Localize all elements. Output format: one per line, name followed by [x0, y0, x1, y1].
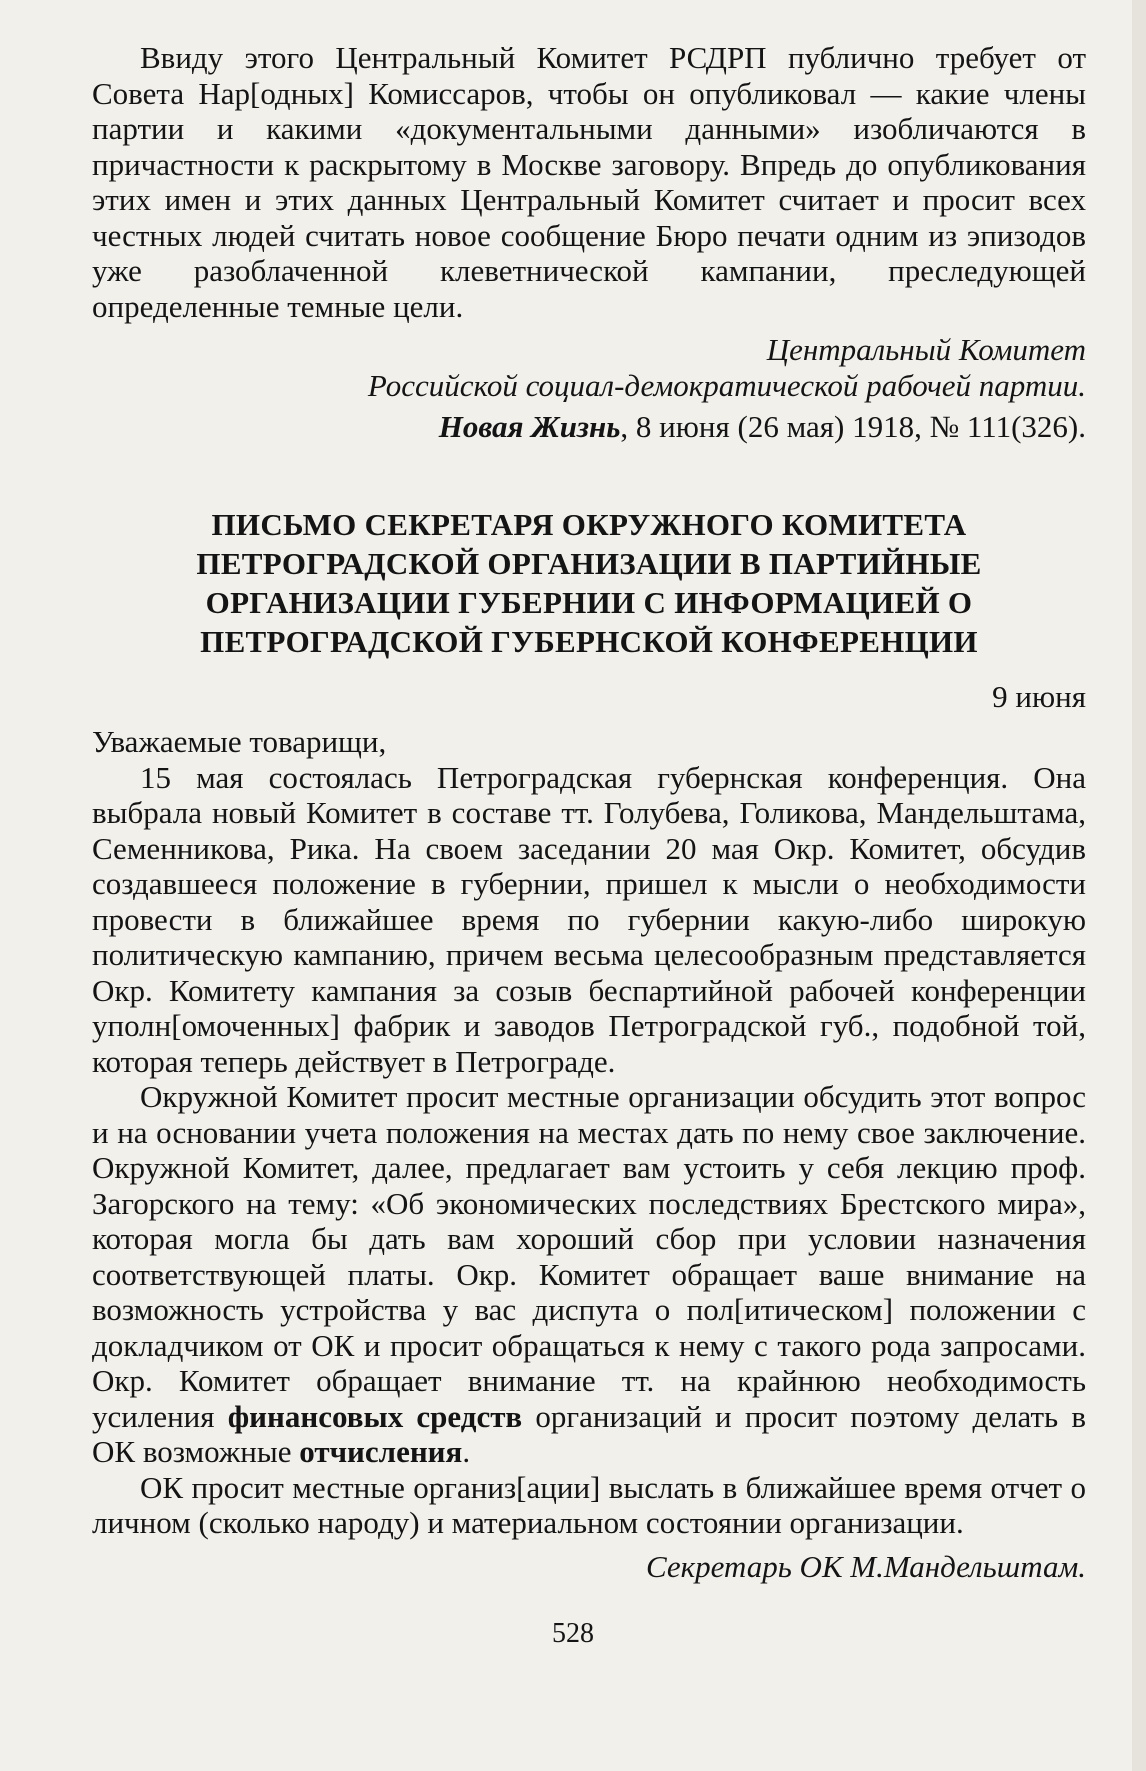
page-edge	[1132, 0, 1146, 1771]
source-citation	[92, 409, 1086, 445]
paragraph-requests-text-b: организаций и просит поэтому делать в ОК возможные	[92, 1398, 1086, 1469]
newspaper-name: Новая Жизнь	[438, 409, 621, 444]
paragraph-conference: 15 мая состоялась Петроградская губернская конференция. Она выбрала новый Комитет в составе тт. Голубева, Голикова, Мандельштама, Семенникова, Рика. На своем заседании 20 мая Окр. Комитет, обсудив создавшееся положение в губернии, пришел к мысли о необходимости провести в ближайшее время по губернии какую-либо широкую политическую кампанию, причем весьма целесообразным представляется Окр. Комитету кампания за созыв беспартийной рабочей конференции уполн[омоченных] фабрик и заводов Петроградской губ., подобной той, которая теперь действует в Петрограде.	[92, 759, 1086, 1079]
signature-central-committee: Центральный Комитет	[766, 332, 1086, 367]
paragraph-requests-text-c: .	[462, 1434, 471, 1469]
page-number: 528	[552, 1618, 594, 1649]
paragraph-requests-text-a: Окружной Комитет просит местные организации обсудить этот вопрос и на основании учета положения на местах дать по нему свое заключение. Окружной Комитет, далее, предлагает вам устоить у себя лекцию проф. Загорского на тему: «Об экономических последствиях Брестского мира», которая могла бы дать вам хороший сбор при условии назначения соответствующей платы. Окр. Комитет обращает ваше внимание на возможность устройства у вас диспута о пол[итическом] положении с докладчиком от ОК и просит обращаться к нему с такого рода запросами. Окр. Комитет обращает внимание тт. на крайнюю необходимость усиления	[92, 1079, 1086, 1434]
paragraph-requests	[92, 1079, 1086, 1470]
signature-party: Российской социал-демократической рабочей партии.	[367, 367, 1086, 403]
source-details: , 8 июня (26 мая) 1918, № 111(326).	[620, 409, 1086, 444]
bold-financial-means: финансовых средств	[227, 1398, 523, 1434]
signature-secretary: Секретарь ОК М.Мандельштам.	[645, 1548, 1086, 1584]
letter-greeting: Уважаемые товарищи,	[92, 724, 387, 759]
letter-date: 9 июня	[992, 678, 1086, 714]
paragraph-intro: Ввиду этого Центральный Комитет РСДРП публично требует от Совета Нар[одных] Комиссаров, чтобы он опубликовал — какие члены партии и какими «документальными данными» изобличаются в причастности к раскрытому в Москве заговору. Впредь до опубликования этих имен и этих данных Центральный Комитет считает и просит всех честных людей считать новое сообщение Бюро печати одним из эпизодов уже разоблаченной клеветнической кампании, преследующей определенные темные цели.	[92, 40, 1086, 324]
letter-title: ПИСЬМО СЕКРЕТАРЯ ОКРУЖНОГО КОМИТЕТА ПЕТРОГРАДСКОЙ ОРГАНИЗАЦИИ В ПАРТИЙНЫЕ ОРГАНИЗАЦИИ ГУБЕРНИИ С ИНФОРМАЦИЕЙ О ПЕТРОГРАДСКОЙ ГУБЕРНСКОЙ КОНФЕРЕНЦИИ	[196, 506, 982, 659]
bold-deductions: отчисления	[299, 1434, 463, 1469]
paragraph-report-request: ОК просит местные организ[ации] выслать в ближайшее время отчет о личном (сколько народу) и материальном состоянии организации.	[92, 1469, 1086, 1540]
page-content	[92, 40, 1086, 1584]
